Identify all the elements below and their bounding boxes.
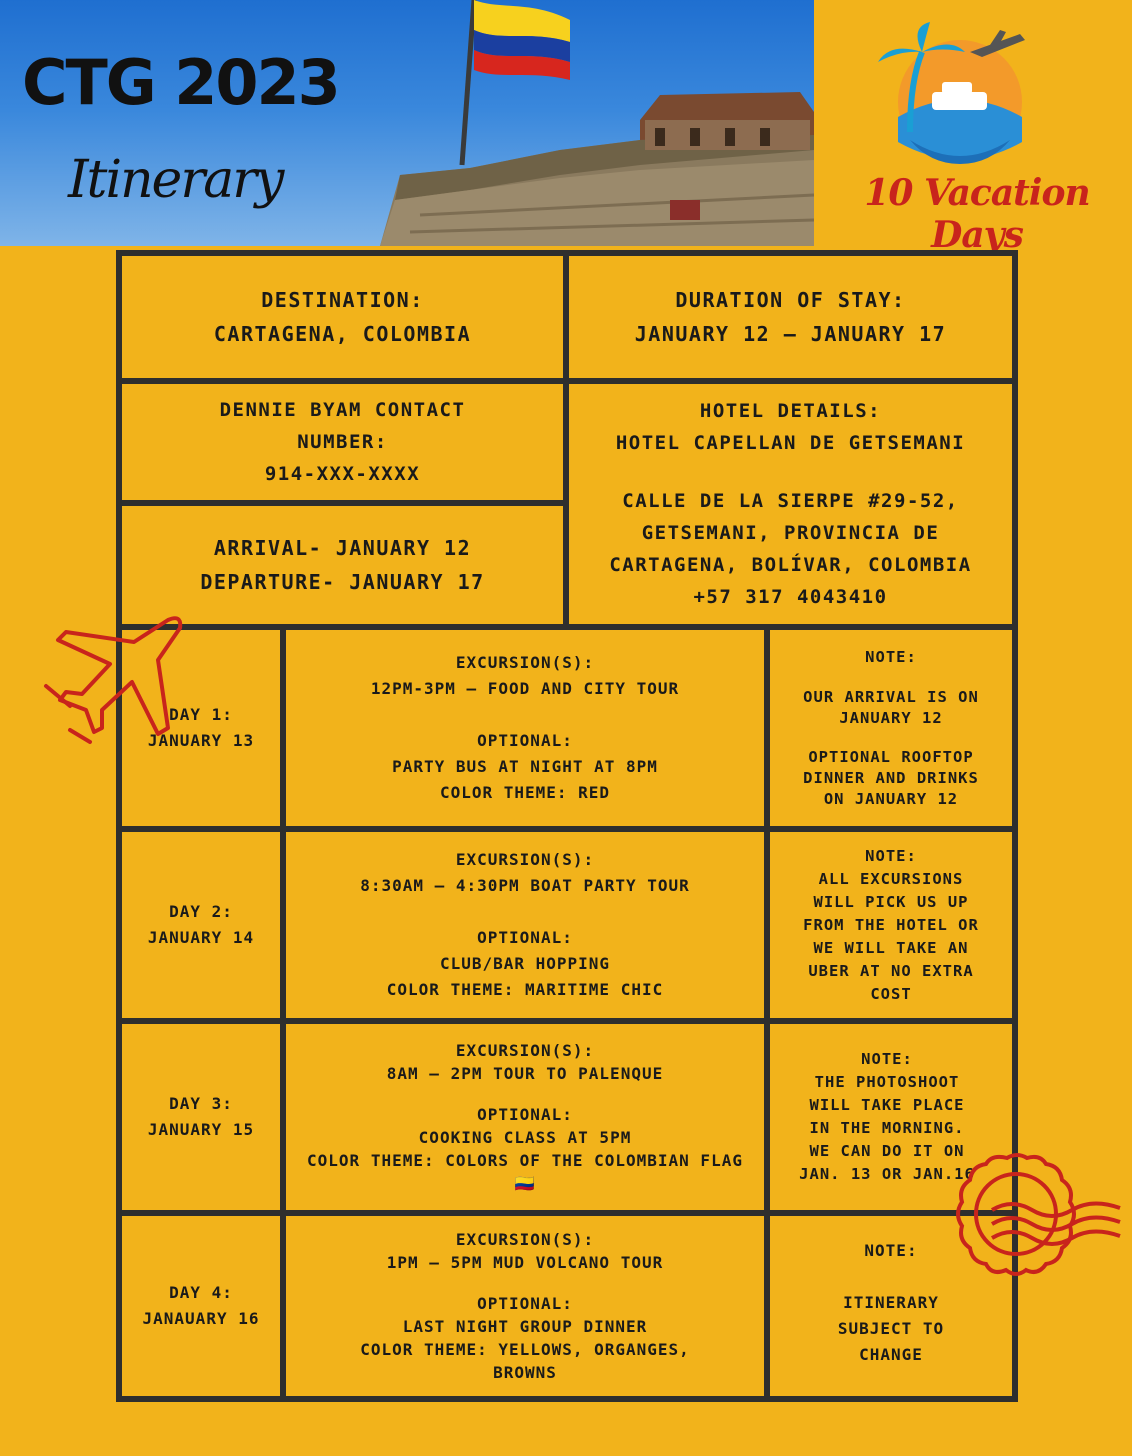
excursion-text: 8AM – 2PM TOUR TO PALENQUE [386,1064,664,1083]
note-text: OUR ARRIVAL IS ON JANUARY 12 [803,688,979,727]
day-date: JANUARY 15 [147,1120,255,1139]
note-label: NOTE: [864,1241,918,1260]
excursion-label: EXCURSION(S): [455,1041,595,1060]
excursion-text: 12PM-3PM – FOOD AND CITY TOUR [370,679,680,698]
contact-box [116,378,569,506]
day-3-excursions [280,1018,770,1216]
header-photo [0,0,814,246]
optional-text: COOKING CLASS AT 5PM [418,1128,632,1147]
day-label: DAY 4: [169,1283,233,1302]
departure-date: DEPARTURE- JANUARY 17 [200,570,485,594]
optional-text: CLUB/BAR HOPPING [439,954,611,973]
day-2-cell [116,826,286,1024]
hotel-phone: +57 317 4043410 [693,586,888,608]
color-theme: COLOR THEME: RED [439,783,611,802]
day-4-excursions [280,1210,770,1402]
excursion-label: EXCURSION(S): [455,653,595,672]
optional-label: OPTIONAL: [477,1294,573,1313]
note-label: NOTE: [865,846,917,865]
excursion-text: 8:30AM – 4:30PM BOAT PARTY TOUR [360,876,690,895]
day-label: DAY 3: [169,1094,233,1113]
day-label: DAY 1: [169,705,233,724]
day-2-excursions [280,826,770,1024]
day-1-note [764,624,1018,832]
color-theme: COLOR THEME: MARITIME CHIC [386,980,664,999]
contact-label-1: DENNIE BYAM CONTACT [219,399,466,421]
color-theme: COLOR THEME: COLORS OF THE COLOMBIAN FLAG 🇨🇴 [307,1151,743,1193]
destination-label: DESTINATION: [261,288,424,312]
hotel-name: HOTEL CAPELLAN DE GETSEMANI [615,432,966,454]
arrival-date: ARRIVAL- JANUARY 12 [213,536,472,560]
hotel-box [563,378,1018,630]
note-text: ITINERARY SUBJECT TO CHANGE [837,1293,945,1364]
postmark-stamp-icon [932,1150,1122,1290]
note-text: ALL EXCURSIONS WILL PICK US UP FROM THE HOTEL OR WE WILL TAKE AN UBER AT NO EXTRA COST [803,869,979,1003]
note-text-2: OPTIONAL ROOFTOP DINNER AND DRINKS ON JANUARY 12 [803,748,979,808]
destination-box [116,250,569,384]
destination-value: CARTAGENA, COLOMBIA [213,322,472,346]
duration-value: JANUARY 12 – JANUARY 17 [634,322,947,346]
color-theme: COLOR THEME: YELLOWS, ORGANGES, BROWNS [360,1340,690,1382]
hotel-address-2: GETSEMANI, PROVINCIA DE [641,522,940,544]
optional-text: LAST NIGHT GROUP DINNER [402,1317,648,1336]
note-label: NOTE: [861,1050,913,1068]
day-4-cell [116,1210,286,1402]
hotel-address-3: CARTAGENA, BOLÍVAR, COLOMBIA [609,554,972,576]
optional-text: PARTY BUS AT NIGHT AT 8PM [392,757,658,776]
duration-label: DURATION OF STAY: [675,288,906,312]
page-title: CTG 2023 [22,46,339,119]
excursion-label: EXCURSION(S): [455,1230,595,1249]
day-3-cell [116,1018,286,1216]
note-label: NOTE: [865,648,917,666]
airplane-outline-icon [40,610,190,750]
day-1-excursions [280,624,770,832]
contact-label-2: NUMBER: [297,431,388,453]
excursion-text: 1PM – 5PM MUD VOLCANO TOUR [386,1253,664,1272]
hotel-address-1: CALLE DE LA SIERPE #29-52, [622,490,959,512]
page-subtitle: Itinerary [68,150,283,210]
palm-plane-logo-icon [870,22,1030,172]
hotel-label: HOTEL DETAILS: [699,400,882,422]
day-2-note [764,826,1018,1024]
day-date: JANUARY 13 [147,731,255,750]
brand-name: 10 Vacation Days [864,172,1090,256]
optional-label: OPTIONAL: [477,731,573,750]
note-text: THE PHOTOSHOOT WILL TAKE PLACE IN THE MORNING. WE CAN DO IT ON JAN. 13 OR JAN.16 [799,1073,975,1183]
day-label: DAY 2: [169,902,233,921]
day-date: JANUARY 14 [147,928,255,947]
duration-box [563,250,1018,384]
optional-label: OPTIONAL: [477,928,573,947]
optional-label: OPTIONAL: [477,1105,573,1124]
day-date: JANAUARY 16 [142,1309,260,1328]
contact-number: 914-XXX-XXXX [264,463,421,485]
excursion-label: EXCURSION(S): [455,850,595,869]
